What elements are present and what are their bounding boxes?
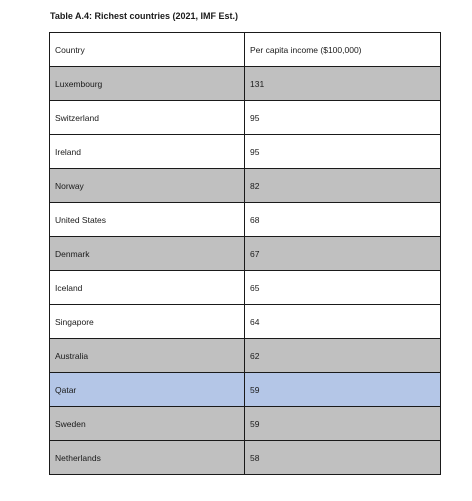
table-row <box>50 373 441 407</box>
country-cell: Norway <box>50 169 245 203</box>
country-cell: Netherlands <box>50 441 245 475</box>
data-table <box>49 32 441 475</box>
table-row <box>50 339 441 373</box>
table-row <box>50 203 441 237</box>
income-cell: 67 <box>245 237 441 271</box>
table-row <box>50 271 441 305</box>
income-cell: 95 <box>245 135 441 169</box>
country-cell: Qatar <box>50 373 245 407</box>
country-cell: Singapore <box>50 305 245 339</box>
income-cell: 95 <box>245 101 441 135</box>
income-cell: 59 <box>245 373 441 407</box>
country-cell: Denmark <box>50 237 245 271</box>
header-country: Country <box>50 33 245 67</box>
income-cell: 59 <box>245 407 441 441</box>
country-cell: Australia <box>50 339 245 373</box>
country-cell: Luxembourg <box>50 67 245 101</box>
income-cell: 82 <box>245 169 441 203</box>
income-cell: 64 <box>245 305 441 339</box>
table-row <box>50 101 441 135</box>
table-row <box>50 305 441 339</box>
country-cell: Iceland <box>50 271 245 305</box>
table-row <box>50 441 441 475</box>
table-row <box>50 237 441 271</box>
table-row <box>50 169 441 203</box>
country-cell: United States <box>50 203 245 237</box>
table-row <box>50 135 441 169</box>
country-cell: Ireland <box>50 135 245 169</box>
country-cell: Sweden <box>50 407 245 441</box>
country-cell: Switzerland <box>50 101 245 135</box>
income-cell: 65 <box>245 271 441 305</box>
income-cell: 62 <box>245 339 441 373</box>
table-body <box>50 33 441 475</box>
income-cell: 58 <box>245 441 441 475</box>
income-cell: 131 <box>245 67 441 101</box>
header-income: Per capita income ($100,000) <box>245 33 441 67</box>
table-row <box>50 67 441 101</box>
table-caption: Table A.4: Richest countries (2021, IMF Est.) <box>50 11 239 21</box>
table-row <box>50 407 441 441</box>
income-cell: 68 <box>245 203 441 237</box>
header-row <box>50 33 441 67</box>
